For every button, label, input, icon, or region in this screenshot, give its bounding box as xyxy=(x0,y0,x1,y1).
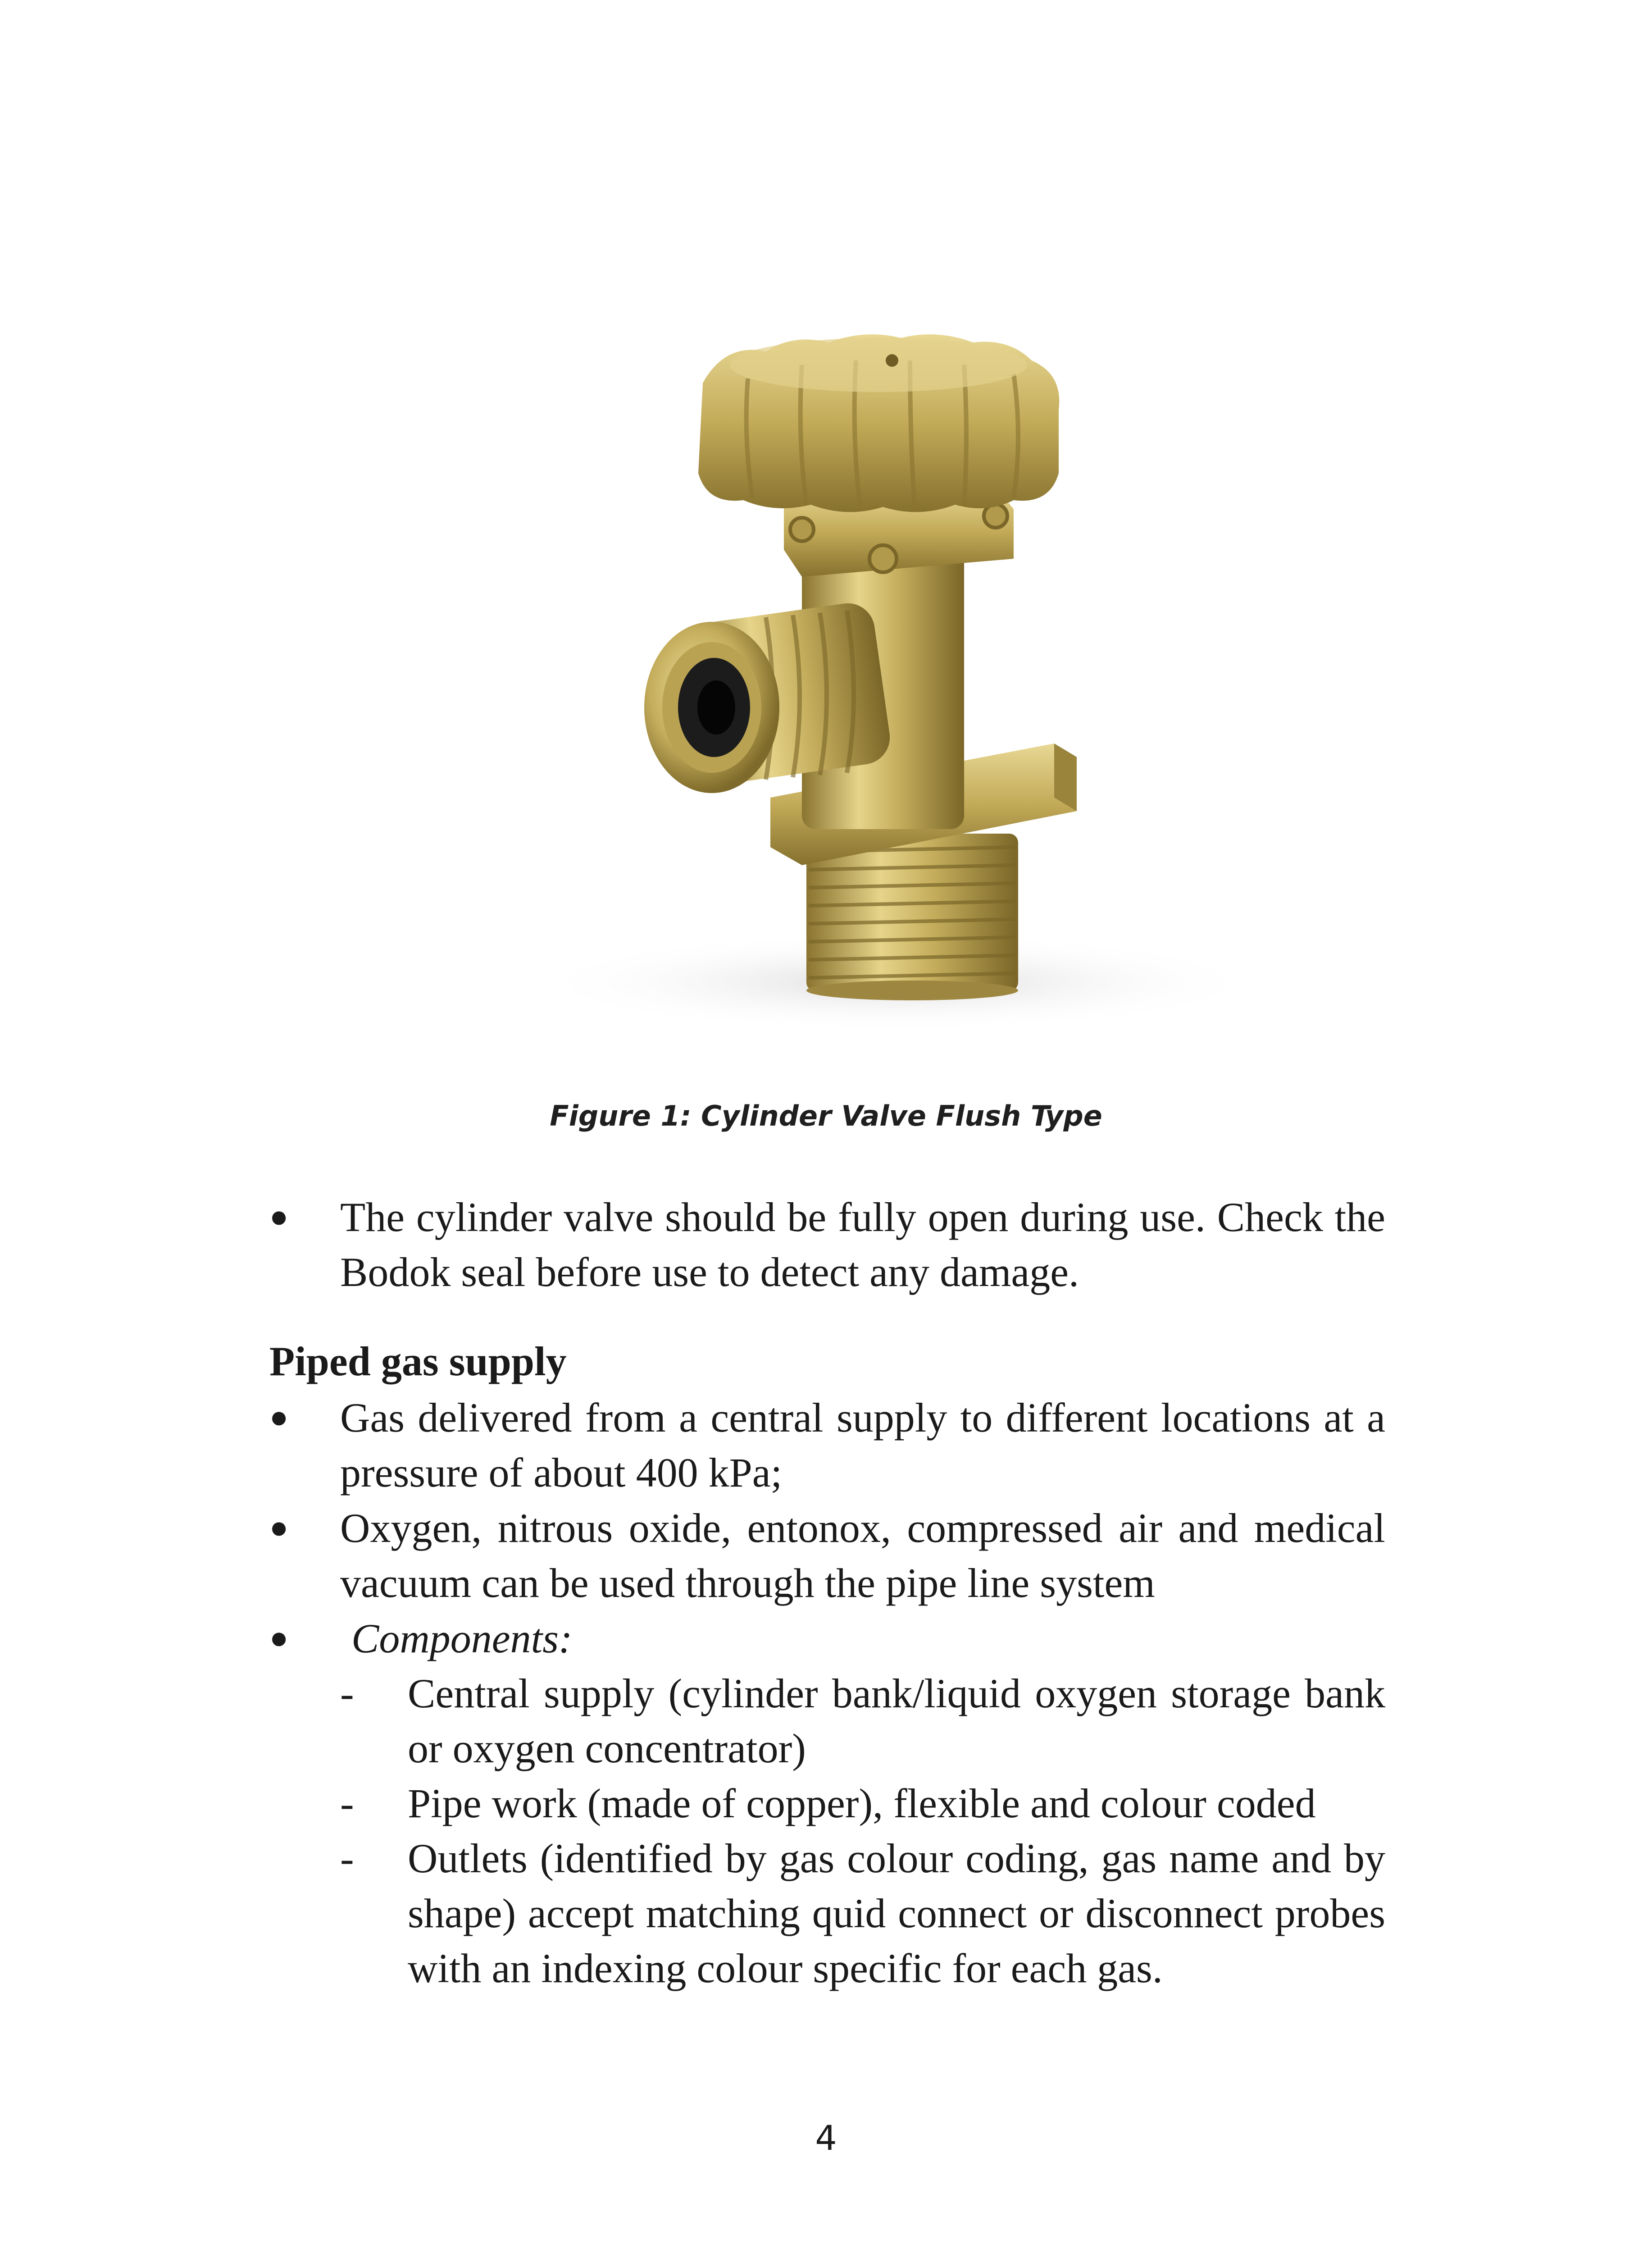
cylinder-valve-image xyxy=(514,324,1279,1027)
side-outlet xyxy=(644,600,893,793)
bullet-icon: ● xyxy=(269,1400,289,1435)
bullet-icon: ● xyxy=(269,1621,289,1656)
dash-marker: - xyxy=(340,1670,354,1716)
components-label: Components: xyxy=(351,1615,573,1661)
bullet-icon: ● xyxy=(269,1199,289,1234)
bullet-icon: ● xyxy=(269,1510,289,1545)
bottom-thread xyxy=(806,834,1018,1000)
dash-marker: - xyxy=(340,1780,354,1826)
list-item: Oxygen, nitrous oxide, entonox, compressed air and medical vacuum can be used through the pipe line system xyxy=(340,1505,1385,1606)
dash-marker: - xyxy=(340,1835,354,1881)
page-number: 4 xyxy=(815,2118,837,2158)
figure-caption: Figure 1: Cylinder Valve Flush Type xyxy=(550,1099,1102,1132)
intro-bullet-text: The cylinder valve should be fully open during use. Check the Bodok seal before use to detect any damage. xyxy=(340,1194,1385,1295)
list-item: Gas delivered from a central supply to different locations at a pressure of about 400 kPa; xyxy=(340,1395,1385,1496)
component-item: Outlets (identified by gas colour coding, gas name and by shape) accept matching quid connect or disconnect probes with an indexing colour specific for each gas. xyxy=(408,1835,1385,1991)
handwheel xyxy=(698,334,1059,512)
component-item: Central supply (cylinder bank/liquid oxygen storage bank or oxygen concentrator) xyxy=(408,1670,1385,1771)
component-item: Pipe work (made of copper), flexible and colour coded xyxy=(408,1780,1316,1826)
section-heading: Piped gas supply xyxy=(269,1338,567,1384)
